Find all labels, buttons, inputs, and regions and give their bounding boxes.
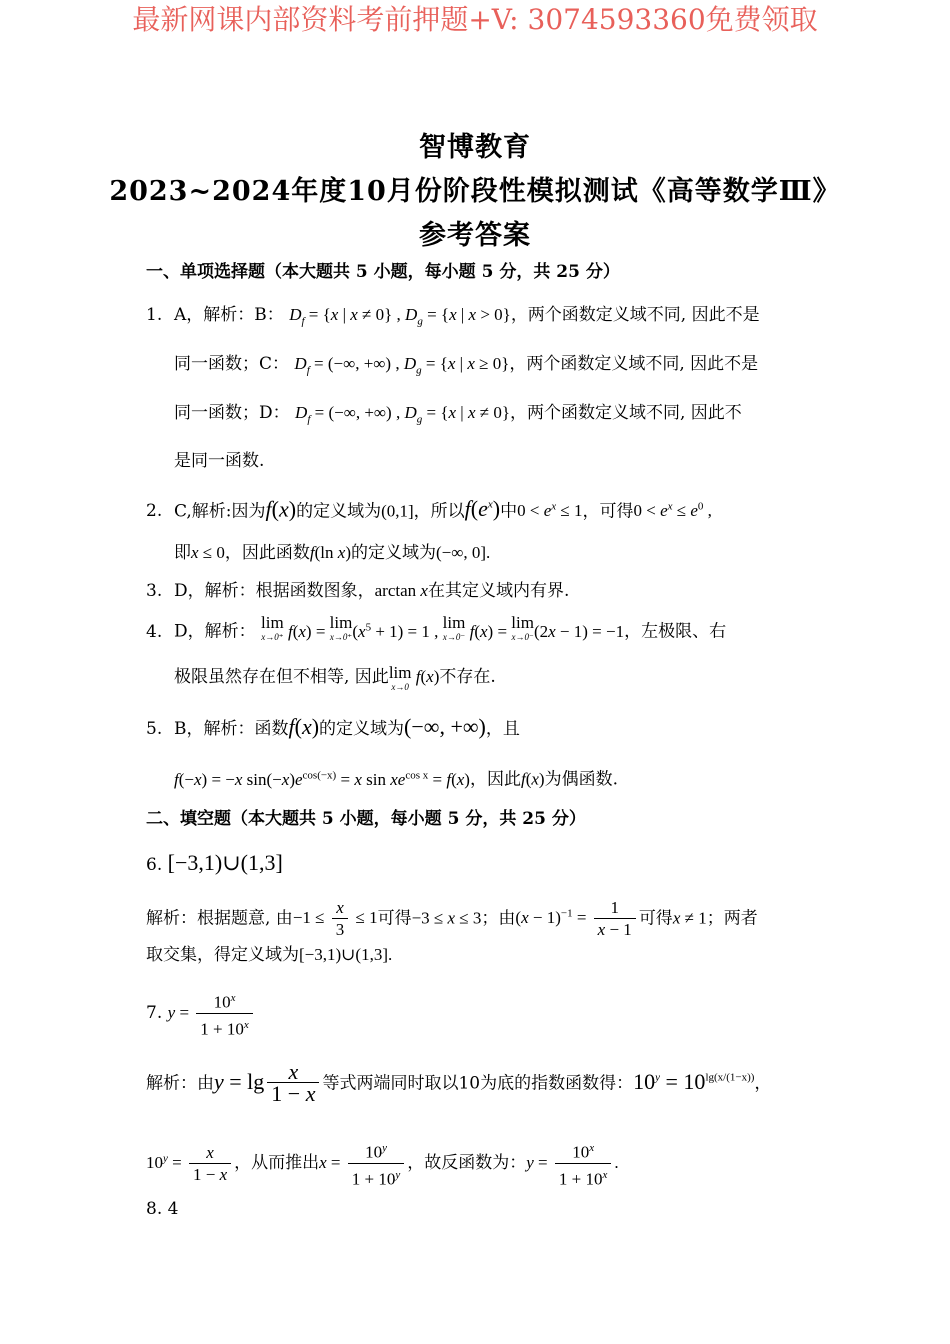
exam-title: 2023~2024年度10月份阶段性模拟测试《高等数学Ⅲ》 <box>109 176 841 207</box>
q5-text2: ，且 <box>485 719 520 739</box>
q2-line2b: ，因此函数 <box>224 543 310 563</box>
q6-expl-line1: 解析：根据题意, 由−1 ≤ $\frac{x}{3}$ ≤ 1可得−3 ≤ x ≤ 3；由$(x - 1)^{-1}$ = $\frac{1}{x - 1}$ 可得x ≠ 1；两者 <box>146 898 758 939</box>
q7-number: 7. <box>146 1003 163 1024</box>
q1-text3b: ，两个函数定义域不同, 因此不 <box>510 403 742 423</box>
q1-label: A，解析：B： <box>174 305 284 325</box>
q8-value: 4 <box>167 1199 179 1219</box>
q5-number: 5. <box>146 719 163 739</box>
q3-text: D，解析：根据函数图象， <box>174 581 375 601</box>
q4-number: 4. <box>146 621 163 642</box>
q5-line2a: ，因此 <box>469 769 521 790</box>
q1-number: 1. <box>146 305 163 325</box>
q2-line2: 即x ≤ 0，因此函数f(ln x)的定义域为(−∞, 0]. <box>174 543 491 563</box>
q4-line2: 极限虽然存在但不相等, 因此lim x→0 f(x)不存在. <box>174 663 496 692</box>
q4-line2b: 不存在. <box>439 667 496 687</box>
q3-line: 3. D，解析：根据函数图象，arctan x在其定义域内有界. <box>146 578 569 604</box>
q2-text1: 的定义域为 <box>296 501 382 522</box>
q7-expl-line1: 解析：由y = lg $\frac{x}{1 - x}$ 等式两端同时取以10为底的指数函数得：$10^y = 10^{lg(x/(1-x))}$， <box>146 1059 772 1106</box>
q2-text2: ，所以 <box>413 501 465 522</box>
q8-answer <box>146 1196 178 1222</box>
q4-tail: ，左极限、右 <box>624 621 727 642</box>
q2-label: C,解析:因为 <box>174 501 266 522</box>
q6-answer: 6. [−3,1)∪(1,3] <box>146 850 283 875</box>
q2-text3: 中 <box>500 501 518 522</box>
q3-number: 3. <box>146 581 163 601</box>
q6-number: 6. <box>146 855 163 875</box>
q2-text4: ，可得 <box>582 501 634 522</box>
q4-label: D，解析： <box>174 621 256 642</box>
q7-answer: 7. y = $\frac{10^x}{1 + 10^x}$ <box>146 988 256 1040</box>
q1-text3a: 同一函数；D： <box>174 403 290 423</box>
q2-line2a: 即 <box>174 543 191 563</box>
q8-number: 8. <box>146 1199 163 1219</box>
q6-expl-line2: 取交集，得定义域为[−3,1)∪(1,3]. <box>146 945 393 965</box>
q7-ex2b: ，故反函数为： <box>407 1153 527 1174</box>
q4-line1: 4. D，解析： lim x→0⁺ f(x) = lim x→0⁺ $(x^5 + 1) = 1$ , lim x→0⁻ f(x) = lim x→0⁻ (2x − 1) = −1，左极限、右 <box>146 614 726 645</box>
section-1-title: 一、单项选择题（本大题共 5 小题，每小题 5 分，共 25 分） <box>146 262 620 282</box>
q5-line2: f(−x) = −x $\sin(-x)e^{cos(-x)} = x$ $\sin xe^{cos x} = f(x)$，因此f(x)为偶函数. <box>174 769 618 790</box>
q3-text2: 在其定义域内有界. <box>427 581 570 601</box>
q1-line2: 同一函数；C： $D_f$ = (−∞, +∞) , $D_g = \{x$ | x ≥ 0}，两个函数定义域不同, 因此不是 <box>174 354 759 377</box>
q6-ex-d: 可得 <box>638 908 673 929</box>
title-block <box>0 126 950 258</box>
q6-ex-a: 解析：根据题意, 由 <box>146 908 293 929</box>
q1-line3: 同一函数；D： $D_f$ = (−∞, +∞) , $D_g = \{x$ | x ≠ 0}，两个函数定义域不同, 因此不 <box>174 403 742 426</box>
q5-line2b: 为偶函数. <box>544 769 618 790</box>
q2-line1: 2. C,解析:因为f(x)的定义域为(0,1]，所以$f(e^x)$中$0 < e^x \le 1$，可得$0 < e^x \le e^0$ , <box>146 492 712 524</box>
q2-number: 2. <box>146 501 163 522</box>
q1-text2b: ，两个函数定义域不同, 因此不是 <box>509 354 759 374</box>
watermark-banner: 最新网课内部资料考前押题+V: 3074593360免费领取 <box>132 3 818 36</box>
q7-ex2a: ，从而推出 <box>234 1153 320 1174</box>
q6-ex2: 取交集，得定义域为 <box>146 945 299 965</box>
q5-text1: 的定义域为 <box>319 719 405 739</box>
q7-expl-line2: $10^y$ = $\frac{x}{1 - x}$ ，从而推出x = $\frac{10^y}{1 + 10^y}$ ，故反函数为：y = $\frac{10^x}{1 + 10^x}$ . <box>146 1138 619 1190</box>
q1-line1: 1. A，解析：B： $D_f = \{x$ | x ≠ 0} , $D_g = \{x$ | x > 0}，两个函数定义域不同, 因此不是 <box>146 302 760 334</box>
q2-line2c: 的定义域为 <box>350 543 436 563</box>
q5-label: B，解析：函数 <box>174 719 289 739</box>
q1-text1: ，两个函数定义域不同, 因此不是 <box>510 305 760 325</box>
org-title: 智博教育 <box>419 132 531 163</box>
q7-ex-a: 解析：由 <box>146 1073 214 1094</box>
q4-line2a: 极限虽然存在但不相等, 因此 <box>174 667 389 687</box>
q1-text2a: 同一函数；C： <box>174 354 290 374</box>
q6-ex-c: ；由 <box>481 908 516 929</box>
q7-ex-b: 等式两端同时取以10为底的指数函数得： <box>322 1073 634 1094</box>
section-2-title: 二、填空题（本大题共 5 小题，每小题 5 分，共 25 分） <box>146 809 586 829</box>
answer-subtitle: 参考答案 <box>419 220 531 251</box>
q6-ex-b: 可得 <box>377 908 412 929</box>
q1-text4: 是同一函数. <box>174 451 265 471</box>
q6-ex-e: ；两者 <box>706 908 758 929</box>
q5-line1: 5. B，解析：函数f(x)的定义域为(−∞, +∞)，且 <box>146 714 520 742</box>
